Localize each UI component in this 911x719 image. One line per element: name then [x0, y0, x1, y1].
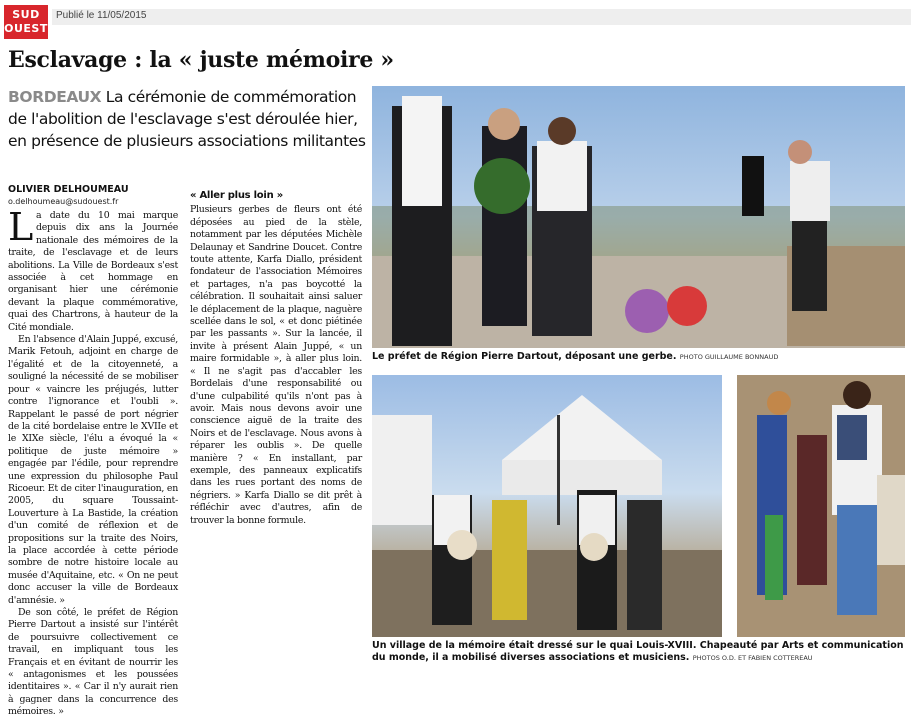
- caption-1: [372, 351, 905, 363]
- logo-line-1: SUD: [12, 8, 40, 21]
- article-title: Esclavage : la « juste mémoire »: [8, 47, 394, 73]
- page-header: [0, 0, 911, 40]
- location-label: BORDEAUX: [8, 88, 102, 106]
- photo-3-scene: [737, 375, 905, 637]
- paragraph-2: En l'absence d'Alain Juppé, excusé, Marik Fetouh, adjoint en charge de l'égalité et de la citoyenneté, a souligné la nécessité de se mobiliser pour « vaincre les préjugés, lutter contre l'ignorance et l'oubli ». Rappelant le passé de port négrier de la cité bordelaise entre le XVIIe et le XIXe siècle, l'élu a évoqué la « politique de juste mémoire » engagée par l'édile, pour reprendre une expression du philosophe Paul Ricoeur. Et de citer l'inauguration, en 2005, du square Toussaint-Louverture à La Bastide, la création d'un comité de réflexion et de propositions sur la traite des Noirs, la place accordée à cette période sombre de notre histoire locale au musée d'Aquitaine, etc. « On ne peut donc accuser la ville de Bordeaux d'amnésie. »: [8, 334, 178, 606]
- photo-1-scene: [372, 86, 905, 348]
- sud-ouest-logo: [4, 5, 48, 39]
- photo-memory-village: [372, 375, 722, 637]
- lead-text: La cérémonie de commémoration de l'abolition de l'esclavage s'est déroulée hier, en présence de plusieurs associations militantes: [8, 88, 366, 150]
- drop-cap: L: [8, 205, 33, 249]
- article-lead: [8, 86, 370, 152]
- subheading: « Aller plus loin »: [190, 190, 283, 201]
- caption-1-text: Le préfet de Région Pierre Dartout, déposant une gerbe.: [372, 351, 677, 362]
- text-column-1: [8, 205, 178, 718]
- photo-2-scene: [372, 375, 722, 637]
- text-column-2: [190, 184, 362, 671]
- photo-credit-2: PHOTOS O.D. ET FABIEN COTTEREAU: [692, 654, 813, 662]
- paragraph-4: Plusieurs gerbes de fleurs ont été déposées au pied de la stèle, notamment par les députées Michèle Delaunay et Sandrine Doucet. Contre toute attente, Karfa Diallo, président fondateur de l'association Mémoires et partages, n'a pas boycotté la célébration. Il souhaitait ainsi saluer le déplacement de la plaque, naguère scellée dans le sol, « et donc piétinée par les passants ». Sur la lancée, il invite à présent Alain Juppé, « un maire formidable », à aller plus loin. « Il ne s'agit pas d'accabler les Bordelais d'une responsabilité ou d'une culpabilité qu'ils n'ont pas à avoir. Mais nous devons avoir une conscience aiguë de la traite des Noirs et de l'esclavage. Nous avons à réparer les oublis ». De quelle manière ? « En installant, par exemple, des panneaux explicatifs dans les rues portant des noms de négriers. » Karfa Diallo se dit prêt à réfléchir avec d'autres, afin de trouver la bonne formule.: [190, 204, 362, 526]
- publication-date: Publié le 11/05/2015: [56, 10, 147, 21]
- author-email[interactable]: o.delhoumeau@sudouest.fr: [8, 197, 119, 206]
- caption-2: [372, 640, 905, 664]
- paragraph-3: De son côté, le préfet de Région Pierre Dartout a insisté sur l'intérêt de poursuivre collectivement ce travail, en impliquant tous les Français et en évitant de nourrir les « antagonismes et les poussées identitaires ». « Car il n'y aurait rien à gagner dans la concurrence des mémoires. »: [8, 607, 178, 718]
- photo-credit-1: PHOTO GUILLAUME BONNAUD: [679, 353, 779, 361]
- paragraph-1: [8, 205, 178, 334]
- author-name: OLIVIER DELHOUMEAU: [8, 184, 129, 195]
- photo-musicians: [737, 375, 905, 637]
- logo-line-2: OUEST: [4, 22, 48, 35]
- paragraph-1-text: a date du 10 mai marque depuis dix ans la Journée nationale des mémoires de la traite, de l'esclavage et de leurs abolitions. La Ville de Bordeaux s'est associée à cet hommage en organisant hier une cérémonie devant la plaque commémorative, quai des Chartrons, à hauteur de la Cité mondiale.: [8, 210, 178, 333]
- header-bar: [52, 9, 911, 25]
- photo-wreath-ceremony: [372, 86, 905, 348]
- caption-2-text: Un village de la mémoire était dressé sur le quai Louis-XVIII. Chapeauté par Arts et communication du monde, il a mobilisé diverses associations et musiciens.: [372, 640, 904, 663]
